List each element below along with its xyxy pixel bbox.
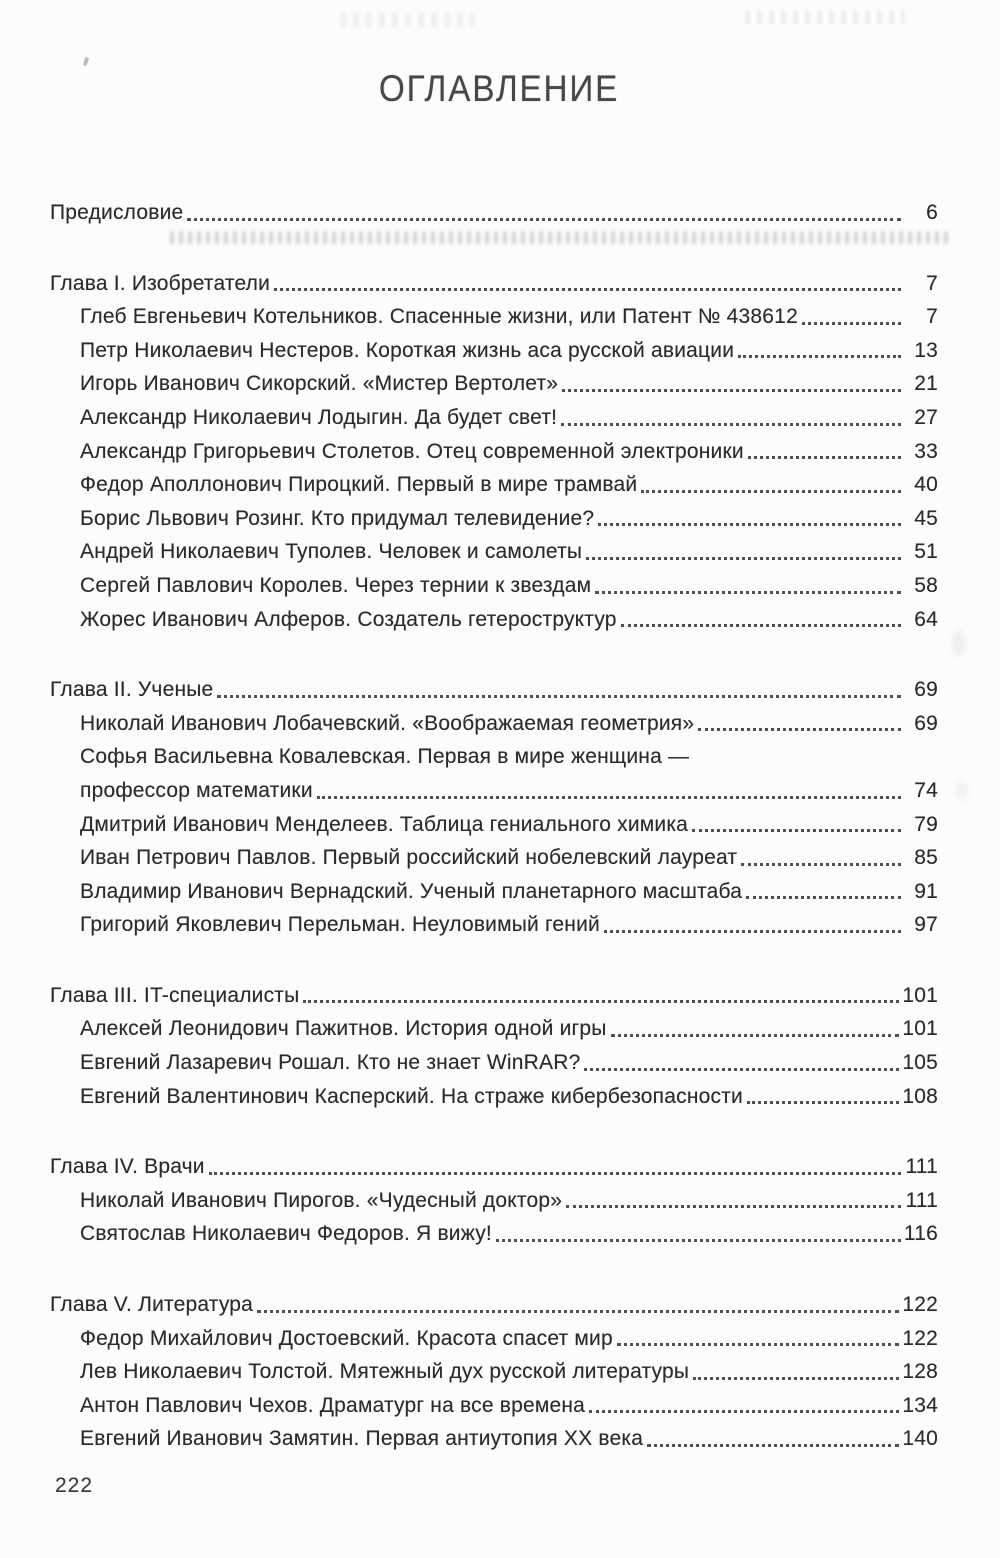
toc-entry-page: 97 — [914, 913, 938, 937]
toc-chapter-heading — [50, 267, 938, 301]
toc-entry — [50, 1012, 938, 1046]
toc-entry-page: 108 — [902, 1084, 938, 1108]
toc-entry-label: Софья Васильевна Ковалевская. Первая в мире женщина — — [80, 745, 690, 769]
toc-entry-page: 116 — [903, 1222, 938, 1246]
scan-edge-mark — [956, 780, 968, 802]
dot-leader — [738, 355, 901, 358]
toc-entry-label: Глеб Евгеньевич Котельников. Спасенные жизни, или Патент № 438612 — [80, 305, 798, 329]
toc-entry-page: 74 — [914, 778, 938, 802]
footer-page-number: 222 — [55, 1474, 94, 1497]
dot-leader — [692, 829, 901, 832]
toc-entry-label: Жорес Иванович Алферов. Создатель гетероструктур — [80, 607, 617, 631]
toc-entry — [50, 707, 938, 741]
toc-entry-page: 7 — [926, 271, 938, 295]
dot-leader — [187, 218, 901, 221]
toc-entry-label: Глава II. Ученые — [50, 678, 214, 702]
toc-chapter-heading — [50, 196, 938, 230]
toc-entry-page: 27 — [914, 405, 938, 429]
dot-leader — [617, 1343, 900, 1346]
toc-entry — [50, 841, 938, 875]
dot-leader — [589, 1410, 899, 1413]
page-title: ОГЛАВЛЕНИЕ — [378, 68, 620, 109]
toc-entry-label: Лев Николаевич Толстой. Мятежный дух русской литературы — [80, 1360, 690, 1384]
toc-entry-page: 64 — [914, 607, 938, 631]
toc-chapter-heading — [50, 673, 938, 707]
toc-entry-page: 122 — [902, 1293, 938, 1317]
toc-entry-label: Сергей Павлович Королев. Через тернии к звездам — [80, 573, 592, 597]
toc-entry-label: Григорий Яковлевич Перельман. Неуловимый гений — [80, 913, 600, 937]
toc-entry — [50, 1046, 938, 1080]
toc-entry — [50, 808, 938, 842]
toc-entry-page: 85 — [914, 846, 938, 870]
toc-entry — [50, 1422, 938, 1456]
toc-entry — [50, 300, 938, 334]
toc-entry-label: Евгений Валентинович Касперский. На страже кибербезопасности — [80, 1084, 743, 1108]
toc-entry-page: 101 — [902, 1017, 938, 1041]
dot-leader — [698, 728, 901, 731]
toc-entry-page: 21 — [914, 372, 938, 396]
toc-entry-page: 79 — [914, 812, 938, 836]
toc-entry-page: 134 — [902, 1393, 938, 1417]
toc-entry-label: Петр Николаевич Нестеров. Короткая жизнь аса русской авиации — [80, 338, 735, 362]
toc-entry — [50, 1322, 938, 1356]
toc-entry — [50, 908, 938, 942]
toc-entry-label: профессор математики — [80, 778, 313, 802]
toc-entry-label: Борис Львович Розинг. Кто придумал телевидение? — [80, 506, 595, 530]
toc-entry-label: Евгений Лазаревич Рошал. Кто не знает WinRAR? — [80, 1051, 581, 1075]
toc-entry-label: Антон Павлович Чехов. Драматург на все времена — [80, 1393, 586, 1417]
toc-entry-page: 40 — [914, 473, 938, 497]
toc-entry-page: 105 — [902, 1051, 938, 1075]
toc-entry — [50, 1389, 938, 1423]
dot-leader — [584, 1068, 899, 1071]
toc-entry-page: 58 — [914, 573, 938, 597]
dot-leader — [748, 456, 901, 459]
toc-entry-page: 111 — [905, 1188, 938, 1212]
toc-entry-page: 51 — [914, 540, 938, 564]
dot-leader — [496, 1239, 901, 1242]
toc-entry-label: Андрей Николаевич Туполев. Человек и самолеты — [80, 540, 583, 564]
toc-entry — [50, 603, 938, 637]
toc-entry-page: 6 — [926, 201, 938, 224]
dot-leader — [693, 1377, 899, 1380]
toc-entry-label: Глава III. IT-специалисты — [50, 983, 300, 1007]
dot-leader — [561, 423, 901, 426]
toc-entry-label: Святослав Николаевич Федоров. Я вижу! — [80, 1222, 492, 1246]
toc-entry-label: Николай Иванович Пирогов. «Чудесный доктор» — [80, 1188, 563, 1212]
toc-entry — [50, 401, 938, 435]
toc-entry — [50, 367, 938, 401]
toc-entry — [50, 1355, 938, 1389]
toc-entry-page: 45 — [914, 506, 938, 530]
dot-leader — [595, 591, 901, 594]
toc-entry-label: Иван Петрович Павлов. Первый российский нобелевский лауреат — [80, 846, 738, 870]
toc-entry — [50, 334, 938, 368]
toc-entry-label: Глава IV. Врачи — [50, 1155, 205, 1179]
toc-entry — [50, 1184, 938, 1218]
toc-entry — [50, 1217, 938, 1251]
dot-leader — [598, 523, 901, 526]
toc-entry-label: Евгений Иванович Замятин. Первая антиутопия XX века — [80, 1427, 644, 1451]
dot-leader — [257, 1310, 899, 1313]
dot-leader — [274, 288, 901, 291]
toc-entry-label: Владимир Иванович Вернадский. Ученый планетарного масштаба — [80, 879, 743, 903]
toc-entry-label: Николай Иванович Лобачевский. «Воображаемая геометрия» — [80, 711, 695, 735]
toc-chapter-heading — [50, 979, 938, 1013]
dot-leader — [586, 557, 901, 560]
toc-entry-page: 140 — [902, 1427, 938, 1451]
toc-entry-page: 91 — [914, 879, 938, 903]
toc-entry — [50, 774, 938, 808]
toc-entry-page: 33 — [914, 439, 938, 463]
dot-leader — [566, 1205, 901, 1208]
toc-entry-label: Федор Михайлович Достоевский. Красота спасет мир — [80, 1326, 613, 1350]
toc-entry-page: 101 — [902, 983, 938, 1007]
dot-leader — [747, 1101, 899, 1104]
dot-leader — [562, 389, 901, 392]
toc-entry — [50, 535, 938, 569]
toc-entry — [50, 502, 938, 536]
toc-entry-label: Глава I. Изобретатели — [50, 271, 271, 295]
toc-entry — [50, 1080, 938, 1114]
toc-entry-label: Глава V. Литература — [50, 1293, 254, 1317]
toc-entry-label: Дмитрий Иванович Менделеев. Таблица гениального химика — [80, 812, 689, 836]
toc-entry-page: 122 — [902, 1326, 938, 1350]
dot-leader — [746, 896, 901, 899]
toc-entry-page: 69 — [914, 711, 938, 735]
toc-entry-page: 7 — [926, 305, 938, 329]
toc-entry — [50, 468, 938, 502]
toc-chapter-heading — [50, 1150, 938, 1184]
toc-entry-label: Алексей Леонидович Пажитнов. История одной игры — [80, 1017, 607, 1041]
toc-entry-page: 13 — [914, 338, 938, 362]
dot-leader — [611, 1034, 900, 1037]
dot-leader — [647, 1444, 899, 1447]
scan-edge-mark — [952, 630, 966, 656]
dot-leader — [641, 490, 901, 493]
toc-chapter-heading — [50, 1288, 938, 1322]
dot-leader — [741, 863, 901, 866]
toc-entry-label: Предисловие — [50, 201, 184, 224]
dot-leader — [604, 930, 901, 933]
dot-leader — [621, 624, 901, 627]
toc-entry — [50, 875, 938, 909]
dot-leader — [217, 695, 901, 698]
toc-entry-label: Александр Николаевич Лодыгин. Да будет свет! — [80, 405, 558, 429]
dot-leader — [209, 1172, 901, 1175]
toc-entry — [50, 740, 938, 774]
toc-list — [50, 196, 938, 1456]
toc-entry — [50, 435, 938, 469]
toc-entry-page: 128 — [902, 1360, 938, 1384]
dot-leader — [802, 322, 901, 325]
toc-entry-label: Федор Аполлонович Пироцкий. Первый в мире трамвай — [80, 473, 638, 497]
dot-leader — [317, 796, 901, 799]
toc-entry-label: Игорь Иванович Сикорский. «Мистер Вертолет» — [80, 372, 559, 396]
toc-entry-label: Александр Григорьевич Столетов. Отец современной электроники — [80, 439, 744, 463]
dot-leader — [303, 1000, 899, 1003]
toc-entry — [50, 569, 938, 603]
toc-entry-page: 111 — [905, 1155, 938, 1179]
toc-entry-page: 69 — [914, 678, 938, 702]
